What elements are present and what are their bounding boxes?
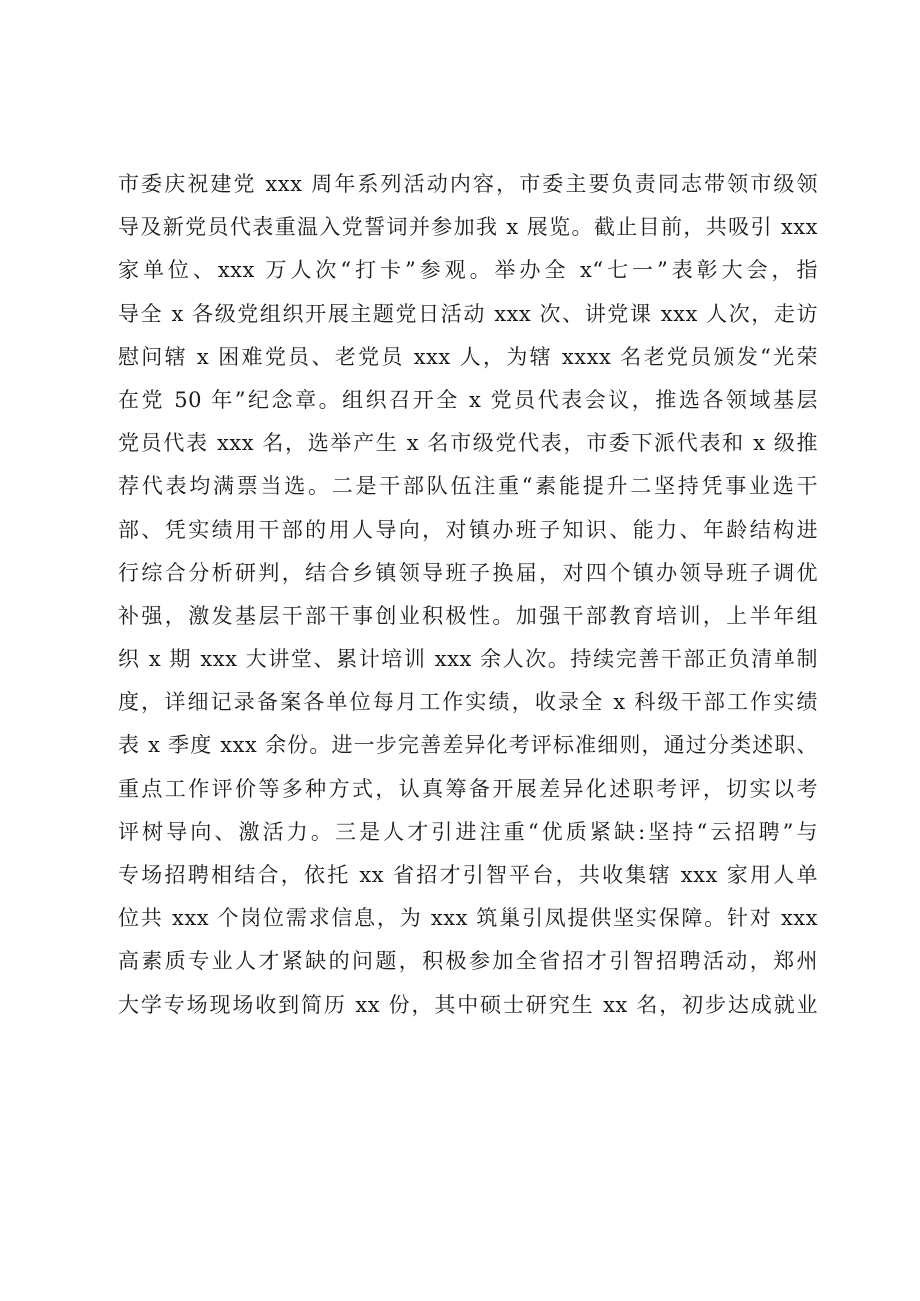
text-line: 评树导向、激活力。三是人才引进注重“优质紧缺:坚持“云招聘”与 [118, 819, 818, 844]
text-line: 家单位、xxx 万人次“打卡”参观。举办全 x“七一”表彰大会，指 [118, 258, 818, 283]
text-line: 导全 x 各级党组织开展主题党日活动 xxx 次、讲党课 xxx 人次，走访 [118, 301, 818, 326]
text-line: 高素质专业人才紧缺的问题，积极参加全省招才引智招聘活动，郑州 [118, 949, 818, 974]
text-line: 表 x 季度 xxx 余份。进一步完善差异化考评标准细则，通过分类述职、 [118, 733, 818, 758]
text-line: 党员代表 xxx 名，选举产生 x 名市级党代表，市委下派代表和 x 级推 [118, 431, 818, 456]
text-line: 位共 xxx 个岗位需求信息，为 xxx 筑巢引凤提供坚实保障。针对 xxx [118, 906, 818, 931]
text-line: 导及新党员代表重温入党誓词并参加我 x 展览。截止目前，共吸引 xxx [118, 215, 818, 240]
text-line: 部、凭实绩用干部的用人导向，对镇办班子知识、能力、年龄结构进 [118, 517, 818, 542]
text-line: 补强，激发基层干部干事创业积极性。加强干部教育培训，上半年组 [118, 603, 818, 628]
text-line: 度，详细记录备案各单位每月工作实绩，收录全 x 科级干部工作实绩 [118, 690, 818, 715]
text-line: 行综合分析研判，结合乡镇领导班子换届，对四个镇办领导班子调优 [118, 560, 818, 585]
text-line: 重点工作评价等多种方式，认真筹备开展差异化述职考评，切实以考 [118, 776, 818, 801]
text-line: 专场招聘相结合，依托 xx 省招才引智平台，共收集辖 xxx 家用人单 [118, 863, 818, 887]
text-line: 大学专场现场收到简历 xx 份，其中硕士研究生 xx 名，初步达成就业 [118, 992, 818, 1017]
text-line: 市委庆祝建党 xxx 周年系列活动内容，市委主要负责同志带领市级领 [118, 172, 818, 196]
text-line: 慰问辖 x 困难党员、老党员 xxx 人，为辖 xxxx 名老党员颁发“光荣 [118, 344, 818, 369]
text-line: 在党 50 年”纪念章。组织召开全 x 党员代表会议，推选各领域基层 [118, 387, 818, 412]
text-line: 荐代表均满票当选。二是干部队伍注重“素能提升二坚持凭事业选干 [118, 474, 818, 499]
body-paragraph [118, 163, 818, 1027]
text-line: 织 x 期 xxx 大讲堂、累计培训 xxx 余人次。持续完善干部正负清单制 [118, 647, 818, 672]
